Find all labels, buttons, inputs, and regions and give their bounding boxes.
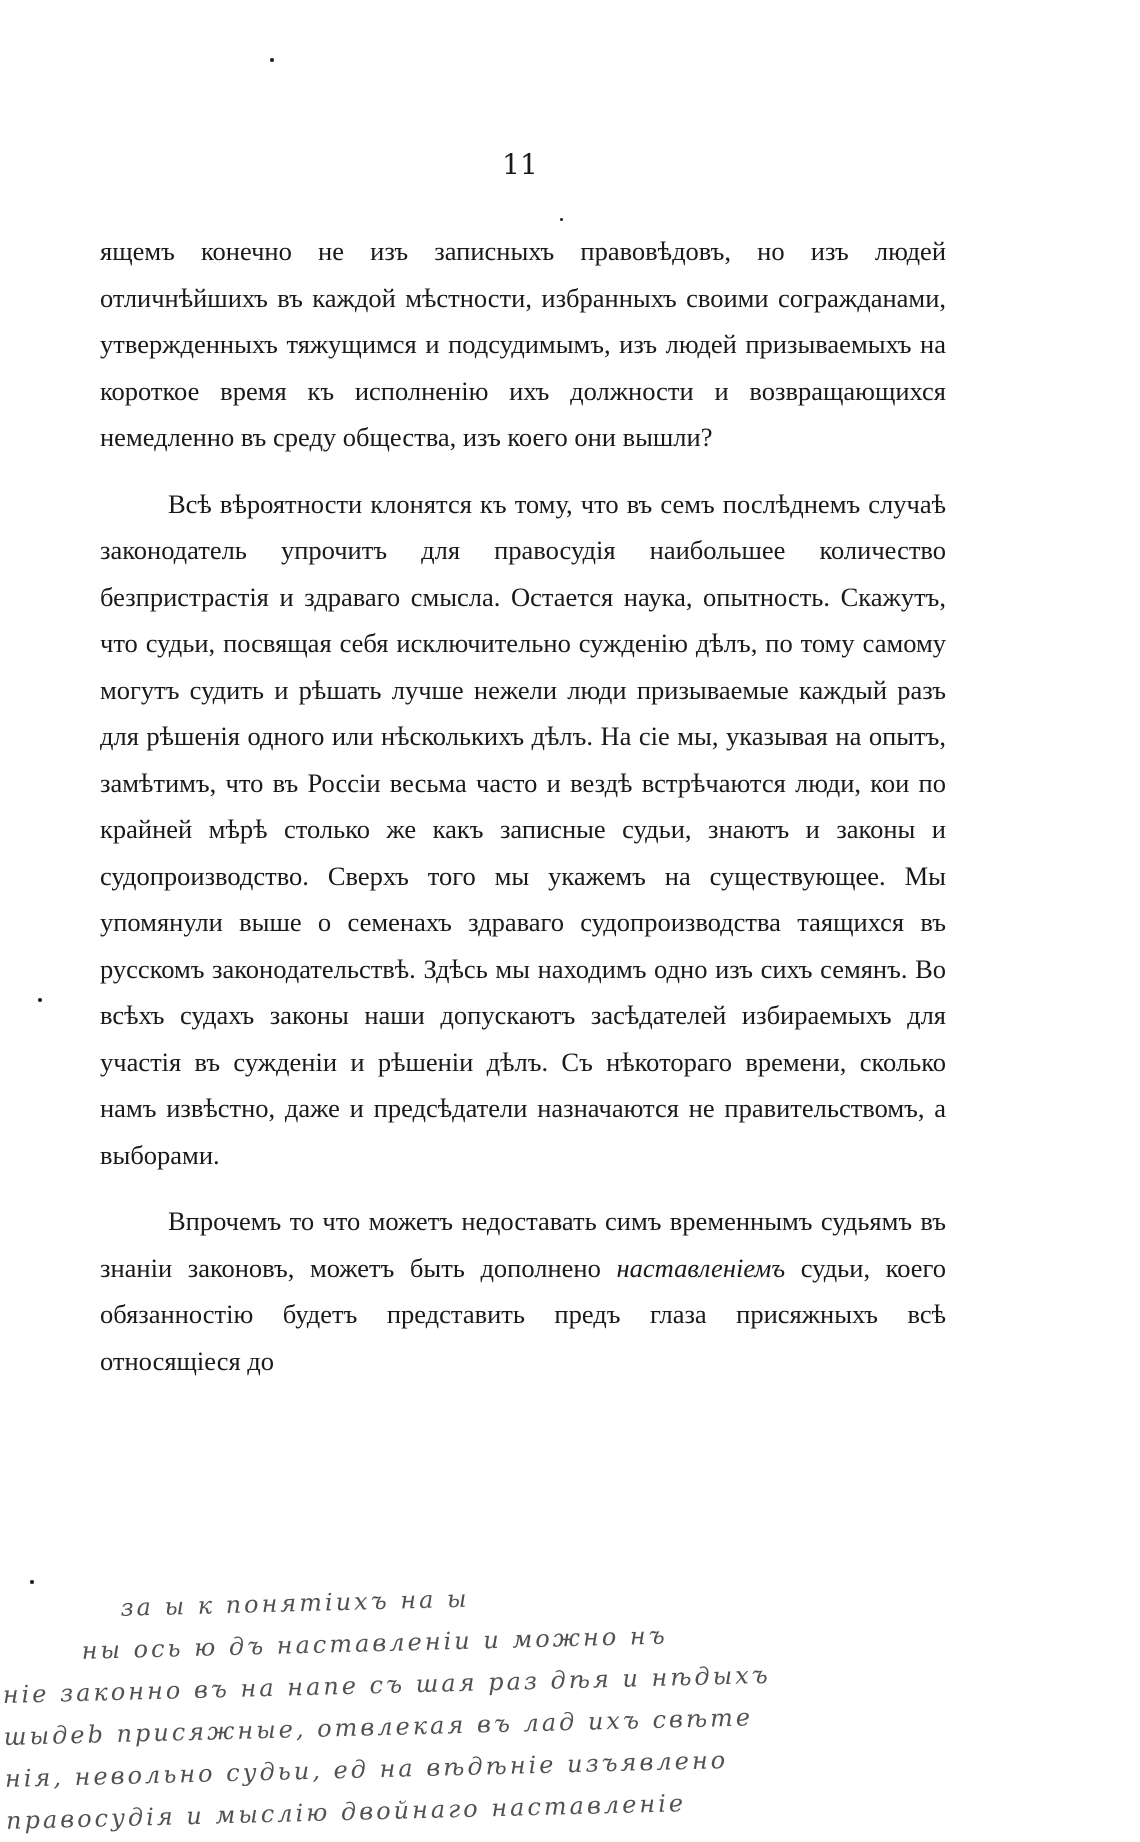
paragraph-3-text: Впрочемъ то что можетъ недоставать симъ временнымъ судьямъ въ знанiи законовъ, можетъ быть дополнено [100, 1206, 946, 1283]
handwriting-line: нiя, невольно судьи, ед на вѣдѣнiе изъявлено [4, 1746, 729, 1793]
handwriting-line: правосудiя и мыслiю двойнаго наставленiе [5, 1789, 687, 1835]
paragraph-3 [100, 1198, 946, 1384]
paragraph-3-continued: судьи, коего обязанностiю будетъ представить предъ глаза присяжныхъ всѣ относящiеся до [100, 1252, 946, 1376]
scan-speck [38, 998, 42, 1002]
scan-speck [270, 58, 274, 62]
scan-speck [30, 1580, 34, 1584]
handwriting-line: нiе законно въ на напе съ шая раз дѣя и нѣдыхъ [2, 1660, 772, 1709]
body-text [100, 228, 946, 1384]
handwriting-line: за ы к понятiихъ на ы [120, 1584, 470, 1622]
handwritten-annotation [0, 1560, 1140, 1835]
handwriting-line: шыдеb присяжные, отвлекая въ лад ихъ свѣтe [3, 1703, 754, 1751]
page-number: 11 [502, 148, 538, 181]
handwriting-line: ны ось ю дъ наставленiи и можно нъ [81, 1621, 669, 1665]
paragraph-1: ящемъ конечно не изъ записныхъ правовѣдовъ, но изъ людей отличнѣйшихъ въ каждой мѣстности, избранныхъ своими согражданами, утвержденныхъ тяжущимся и подсудимымъ, изъ людей призываемыхъ на короткое время къ исполненiю ихъ должности и возвращающихся немедленно въ среду общества, изъ коего они вышли? [100, 236, 946, 452]
paragraph-2: Всѣ вѣроятности клонятся къ тому, что въ семъ послѣднемъ случаѣ законодатель упрочитъ для правосудiя наибольшее количество безпристрастiя и здраваго смысла. Остается наука, опытность. Скажутъ, что судьи, посвящая себя исключительно сужденiю дѣлъ, по тому самому могутъ судить и рѣшать лучше нежели люди призываемые каждый разъ для рѣшенiя одного или нѣсколькихъ дѣлъ. На сiе мы, указывая на опытъ, замѣтимъ, что въ Россiи весьма часто и вездѣ встрѣчаются люди, кои по крайней мѣрѣ столько же какъ записные судьи, знаютъ и законы и судопроизводство. Сверхъ того мы укажемъ на существующее. Мы упомянули выше о семенахъ здраваго судопроизводства таящихся въ русскомъ законодательствѣ. Здѣсь мы находимъ одно изъ сихъ семянъ. Во всѣхъ судахъ законы наши допускаютъ засѣдателей избираемыхъ для участiя въ сужденiи и рѣшенiи дѣлъ. Съ нѣкотораго времени, сколько намъ извѣстно, даже и предсѣдатели назначаются не правительствомъ, а выборами. [100, 488, 946, 1170]
italic-word: наставленiемъ [616, 1252, 786, 1283]
scan-speck [560, 218, 563, 221]
